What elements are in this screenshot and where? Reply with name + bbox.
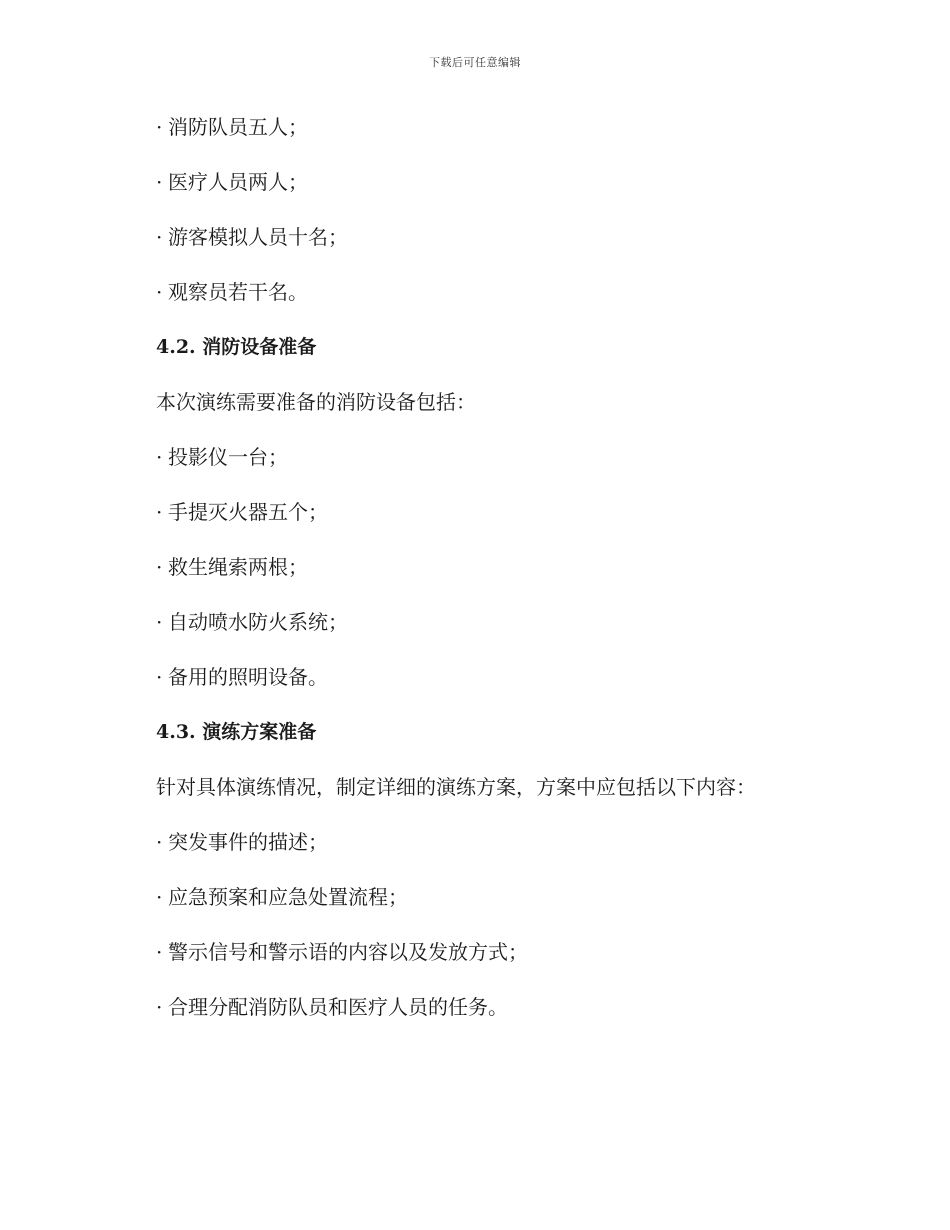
bullet-text: 消防队员五人； (168, 115, 308, 139)
bullet-item (156, 823, 836, 878)
bullet-item (156, 548, 836, 603)
bullet-text: 合理分配消防队员和医疗人员的任务。 (168, 995, 508, 1019)
bullet-text: 观察员若干名。 (168, 280, 308, 304)
bullet-symbol: · (156, 115, 163, 139)
bullet-symbol: · (156, 555, 163, 579)
bullet-symbol: · (156, 995, 163, 1019)
bullet-symbol: · (156, 885, 163, 909)
bullet-text: 突发事件的描述； (168, 830, 328, 854)
document-body (156, 108, 836, 1043)
bullet-symbol: · (156, 170, 163, 194)
bullet-text: 救生绳索两根； (168, 555, 308, 579)
bullet-symbol: · (156, 280, 163, 304)
bullet-text: 备用的照明设备。 (168, 665, 328, 689)
bullet-symbol: · (156, 665, 163, 689)
bullet-item (156, 603, 836, 658)
bullet-symbol: · (156, 610, 163, 634)
paragraph: 本次演练需要准备的消防设备包括： (156, 390, 476, 414)
paragraph: 针对具体演练情况，制定详细的演练方案，方案中应包括以下内容： (156, 775, 756, 799)
bullet-symbol: · (156, 500, 163, 524)
bullet-symbol: · (156, 445, 163, 469)
bullet-text: 游客模拟人员十名； (168, 225, 348, 249)
bullet-text: 投影仪一台； (168, 445, 288, 469)
bullet-item (156, 988, 836, 1043)
bullet-item (156, 438, 836, 493)
section-heading: 4.2. 消防设备准备 (156, 336, 317, 358)
bullet-item (156, 218, 836, 273)
bullet-text: 应急预案和应急处置流程； (168, 885, 408, 909)
bullet-text: 医疗人员两人； (168, 170, 308, 194)
bullet-item (156, 493, 836, 548)
bullet-text: 警示信号和警示语的内容以及发放方式； (168, 940, 528, 964)
bullet-item (156, 933, 836, 988)
bullet-symbol: · (156, 940, 163, 964)
bullet-item (156, 108, 836, 163)
bullet-item (156, 878, 836, 933)
bullet-item (156, 273, 836, 328)
bullet-symbol: · (156, 830, 163, 854)
bullet-item (156, 658, 836, 713)
bullet-item (156, 163, 836, 218)
bullet-symbol: · (156, 225, 163, 249)
page-header-note: 下载后可任意编辑 (429, 56, 521, 69)
bullet-text: 自动喷水防火系统； (168, 610, 348, 634)
section-heading: 4.3. 演练方案准备 (156, 721, 317, 743)
bullet-text: 手提灭火器五个； (168, 500, 328, 524)
